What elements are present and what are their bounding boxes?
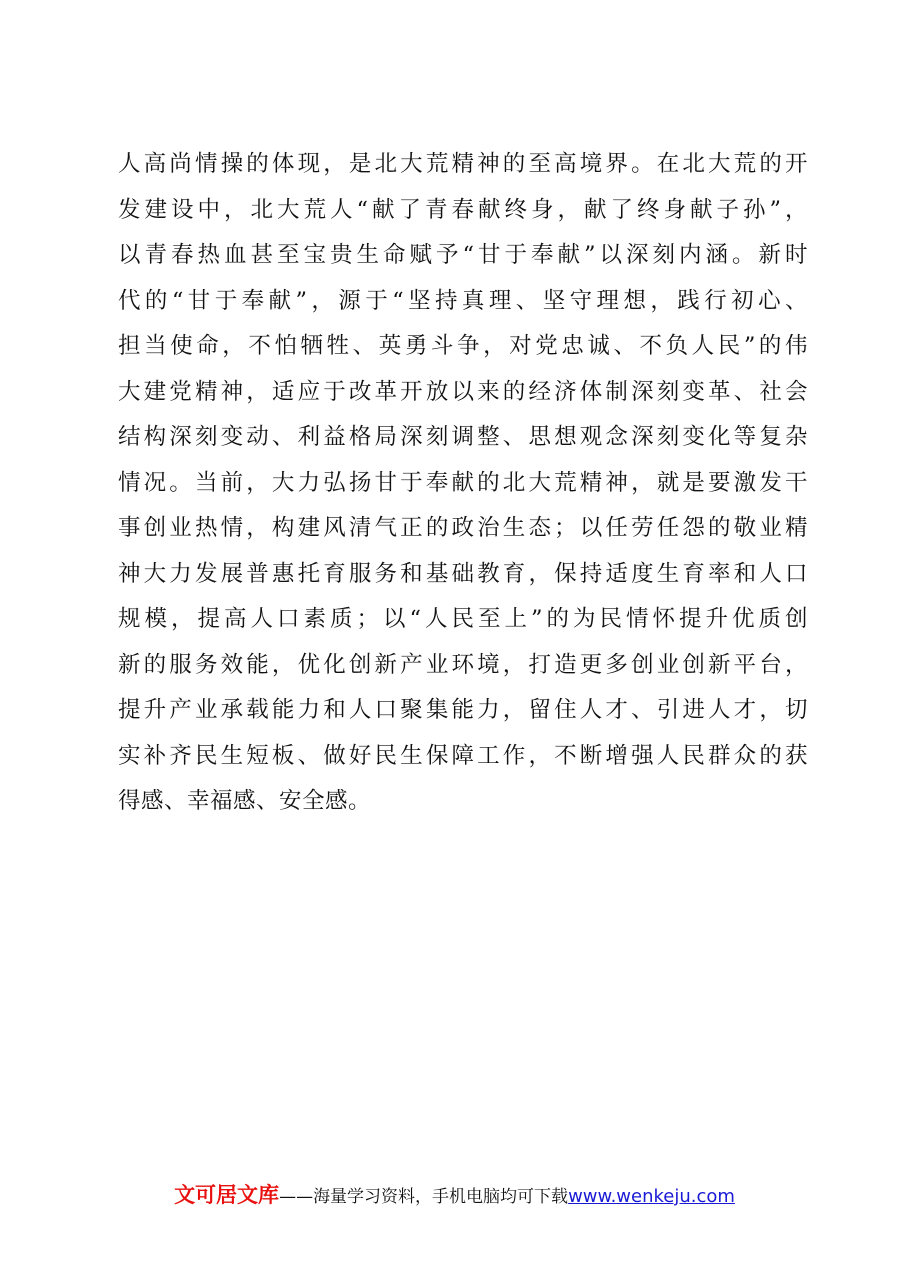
text-line: 人高尚情操的体现，是北大荒精神的至高境界。在北大荒的开 <box>118 151 808 177</box>
text-line: 提升产业承载能力和人口聚集能力，留住人才、引进人才，切 <box>118 697 808 723</box>
text-line: 神大力发展普惠托育服务和基础教育，保持适度生育率和人口 <box>118 560 808 587</box>
text-line: 代的“甘于奉献”，源于“坚持真理、坚守理想，践行初心、 <box>118 287 808 314</box>
footer-link[interactable]: www.wenkeju.com <box>568 1186 735 1207</box>
text-line: 实补齐民生短板、做好民生保障工作，不断增强人民群众的获 <box>118 742 808 769</box>
text-line: 结构深刻变动、利益格局深刻调整、思想观念深刻变化等复杂 <box>118 424 808 450</box>
text-line: 发建设中，北大荒人“献了青春献终身，献了终身献子孙”， <box>118 196 808 223</box>
text-line: 新的服务效能，优化创新产业环境，打造更多创业创新平台， <box>118 651 808 678</box>
body-paragraph <box>118 142 808 825</box>
footer-tagline: ——海量学习资料，手机电脑均可下载 <box>279 1187 569 1207</box>
text-line: 担当使命，不怕牺牲、英勇斗争，对党忠诚、不负人民”的伟 <box>118 333 808 359</box>
footer-banner <box>0 1180 909 1212</box>
text-line: 大建党精神，适应于改革开放以来的经济体制深刻变革、社会 <box>118 378 808 405</box>
text-line: 规模，提高人口素质；以“人民至上”的为民情怀提升优质创 <box>118 606 808 632</box>
footer-brand: 文可居文库 <box>174 1183 280 1207</box>
text-line: 以青春热血甚至宝贵生命赋予“甘于奉献”以深刻内涵。新时 <box>118 242 808 268</box>
text-line: 情况。当前，大力弘扬甘于奉献的北大荒精神，就是要激发干 <box>118 469 808 496</box>
text-line: 事创业热情，构建风清气正的政治生态；以任劳任怨的敬业精 <box>118 515 808 541</box>
text-line-last: 得感、幸福感、安全感。 <box>118 788 372 814</box>
